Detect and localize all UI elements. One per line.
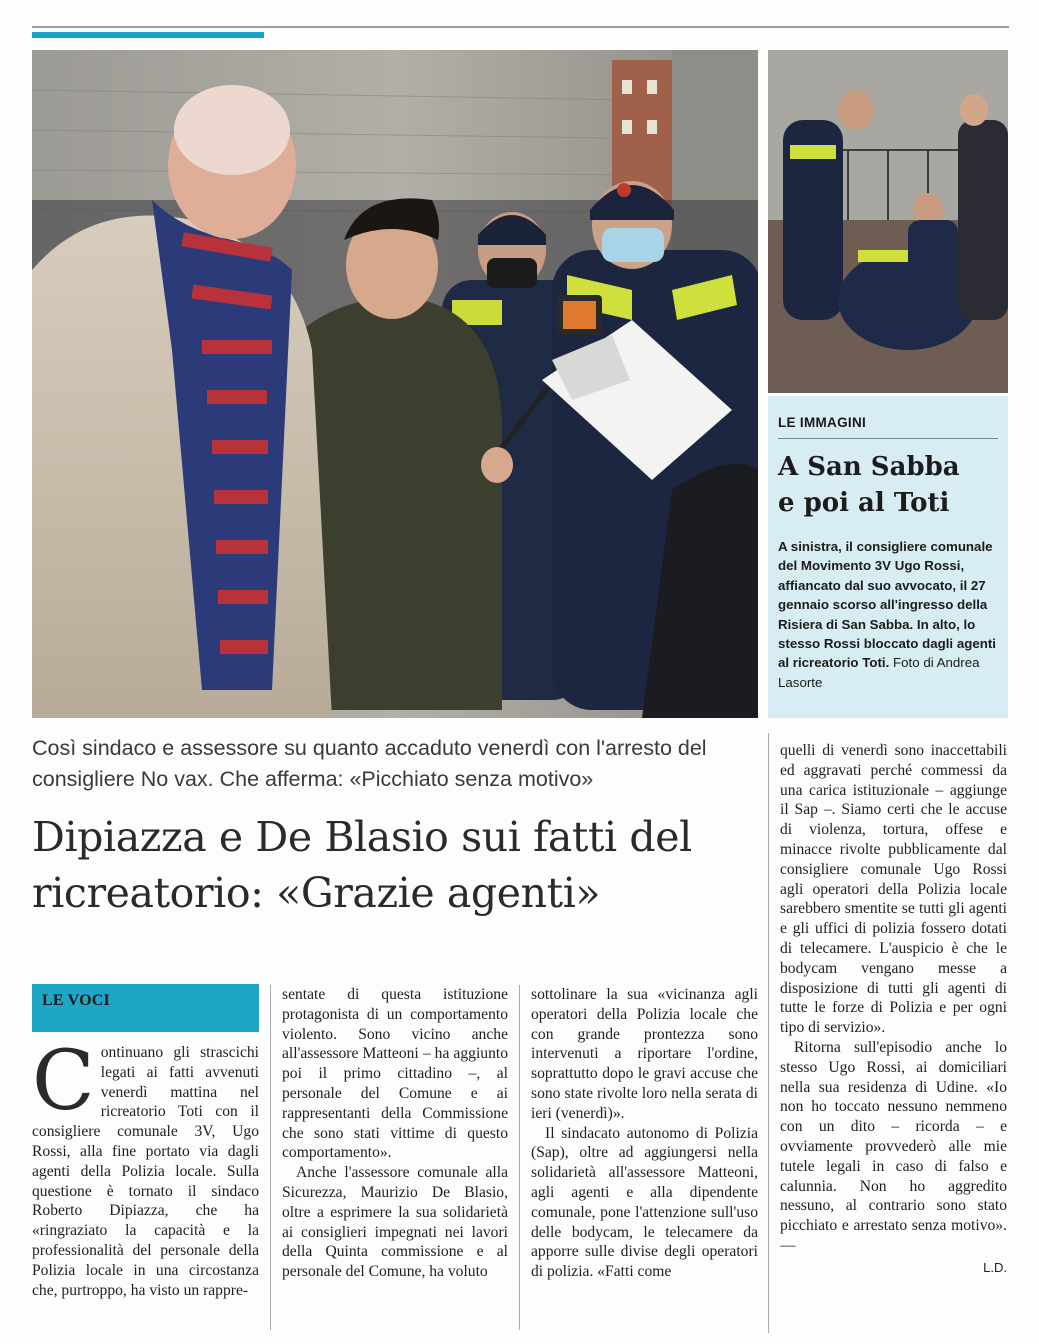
caption-text: [778, 537, 1000, 692]
caption-title: [778, 449, 1003, 521]
article-paragraph: Anche l'assessore comunale alla Sicurezza, Maurizio De Blasio, oltre a esprimere la sua solidarietà ai consiglieri impegnati nei lavori della Quinta commissione e al personale del Comune, ha voluto: [282, 1164, 508, 1281]
article-summary: Così sindaco e assessore su quanto accaduto venerdì con l'arresto del consigliere No vax. Che afferma: «Picchiato senza motivo»: [32, 736, 707, 791]
article-paragraph: sottolinare la sua «vicinanza agli operatori della Polizia locale che con grande prontezza sono intervenuti a riportare l'ordine, soprattutto dopo le gravi accuse che sono state rivolte loro nella serata di ieri (venerdì)».: [531, 986, 758, 1122]
caption-title-line-2: e poi al Toti: [778, 488, 950, 518]
article-column-2: [282, 985, 508, 1282]
drop-cap: C: [32, 1034, 95, 1129]
author-signature: L.D.: [983, 1259, 1007, 1275]
article-paragraph: sentate di questa istituzione protagonista di un comportamento violento. Sono vicino anche all'assessore Matteoni – ha aggiunto poi il primo cittadino –, al personale del Comune e ai rappresentanti della Commissione che sono stati vittime di questo comportamento».: [282, 986, 508, 1162]
caption-divider: [778, 438, 998, 439]
column-divider: [768, 733, 769, 1333]
article-column-3: [531, 985, 758, 1282]
section-label: LE VOCI: [42, 992, 110, 1009]
side-photo: [768, 50, 1008, 393]
article-paragraph: quelli di venerdì sono inaccettabili ed aggravati perché commessi da una carica istituzionale – aggiunge il Sap –. Siamo certi che le accuse di violenza, tortura, offese e minacce rivolte pubblicamente dal consigliere comunale Ugo Rossi agli operatori della Polizia locale sarebbero smentite se tutti gli agenti e gli uffici di polizia fossero dotati di telecamere. L'auspicio è che le bodycam vengano messe a disposizione di tutti gli agenti di tutte le forze di Polizia e per ogni tipo di servizio».: [780, 742, 1007, 1037]
caption-body: A sinistra, il consigliere comunale del Movimento 3V Ugo Rossi, affiancato dal suo avvocato, il 27 gennaio scorso all'ingresso della Risiera di San Sabba. In alto, lo stesso Rossi bloccato dagli agenti al ricreatorio Toti.: [778, 539, 996, 671]
article-column-4: [780, 741, 1007, 1278]
photo-credit: Foto di Andrea Lasorte: [778, 655, 980, 690]
main-photo: [32, 50, 758, 718]
caption-kicker: LE IMMAGINI: [778, 415, 867, 430]
article-paragraph: Il sindacato autonomo di Polizia (Sap), oltre ad aggiungersi nella solidarietà all'assessore Matteoni, agli agenti e alla dipendente comunale, pone l'attenzione sull'uso delle bodycam, le telecamere da apporre sulle divise degli operatori di polizia. «Fatti come: [531, 1124, 758, 1281]
article-column-1: [32, 1034, 259, 1300]
caption-title-line-1: A San Sabba: [778, 452, 960, 482]
image-caption-box: [768, 396, 1008, 718]
top-rule: [32, 26, 1009, 28]
section-accent-bar: [32, 32, 264, 38]
section-label-box: [32, 984, 259, 1032]
article-paragraph: Ritorna sull'episodio anche lo stesso Ugo Rossi, ai domiciliari nella sua residenza di Udine. «Io non ho toccato nessuno nemmeno con un dito – ricorda – e ovviamente provvederò alle mie tutele legali in caso di falso e calunnia. Non ho aggredito nessuno, al contrario sono stato picchiato e arrestato senza motivo». —: [780, 1038, 1007, 1254]
article-headline: Dipiazza e De Blasio sui fatti del ricreatorio: «Grazie agenti»: [32, 813, 692, 917]
article-paragraph: [32, 1034, 259, 1300]
paragraph-text: ontinuano gli strascichi legati ai fatti avvenuti venerdì mattina nel ricreatorio Toti con il consigliere comunale 3V, Ugo Rossi, alla fine portato via dagli agenti della Polizia locale. Sulla questione è tornato il sindaco Roberto Dipiazza, che ha «ringraziato la capacità e la professionalità del personale della Polizia locale in una circostanza che, purtroppo, ha visto un rappre-: [32, 1044, 259, 1299]
column-divider: [270, 985, 271, 1330]
column-divider: [519, 985, 520, 1330]
